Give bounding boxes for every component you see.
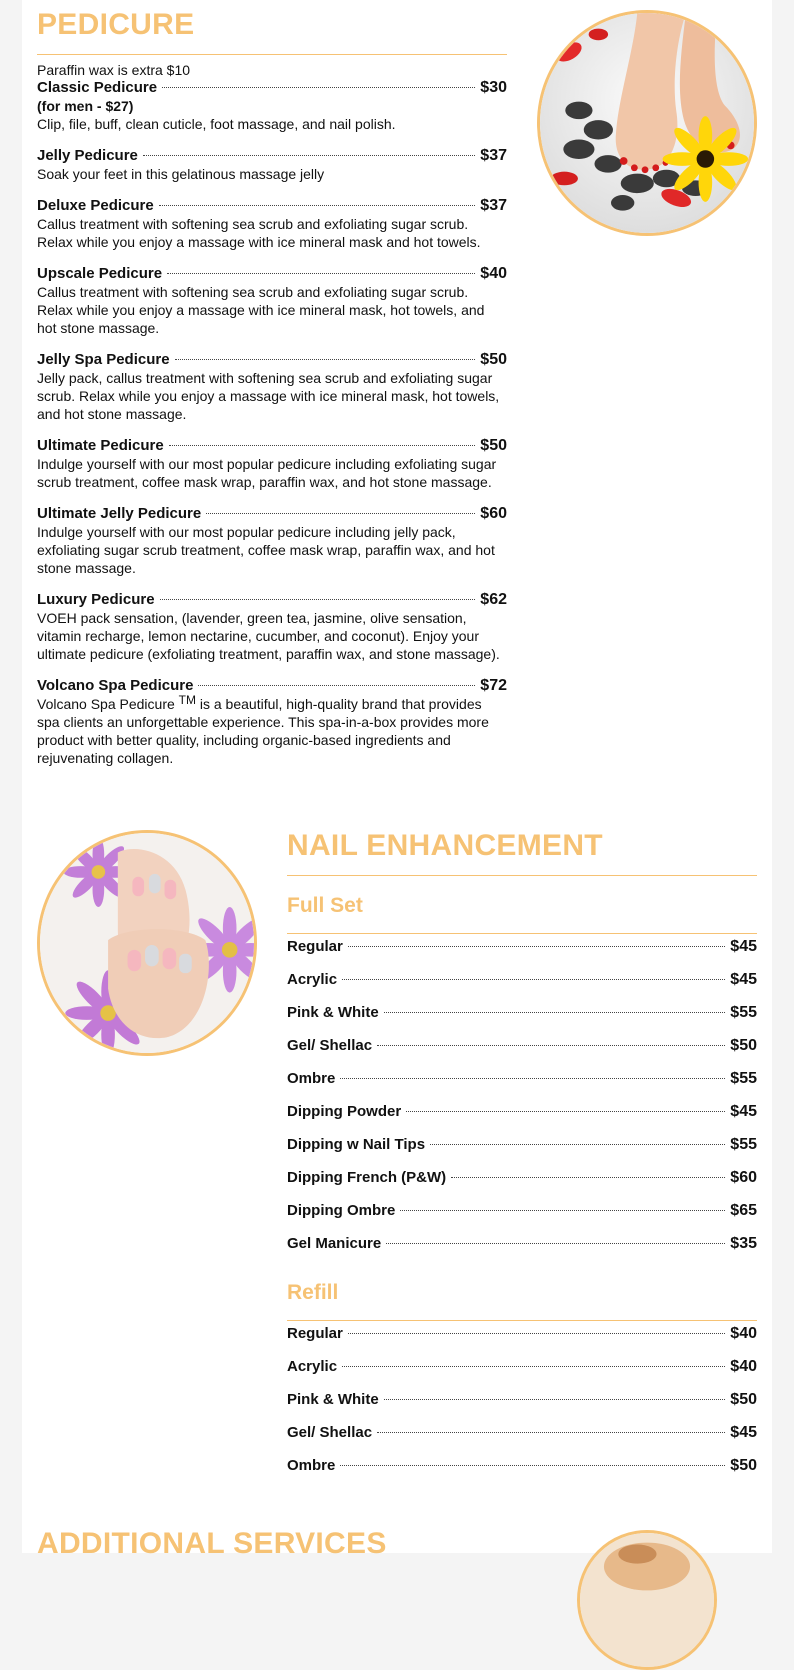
price-item xyxy=(287,1103,757,1136)
service-name: Volcano Spa Pedicure xyxy=(37,677,194,694)
dot-leader xyxy=(206,513,475,514)
dot-leader xyxy=(348,1333,725,1334)
service-item xyxy=(37,265,507,337)
pedicure-photo xyxy=(537,10,757,236)
service-name: Luxury Pedicure xyxy=(37,591,155,608)
full-set-divider xyxy=(287,933,757,934)
service-description: Clip, file, buff, clean cuticle, foot massage, and nail polish. xyxy=(37,116,396,132)
service-name: Classic Pedicure xyxy=(37,79,158,96)
item-name: Acrylic xyxy=(287,971,338,988)
item-price: $45 xyxy=(730,938,757,955)
service-item xyxy=(37,197,507,251)
service-price: $50 xyxy=(480,437,507,454)
item-name: Regular xyxy=(287,938,343,955)
service-price: $37 xyxy=(480,197,507,214)
item-name: Pink & White xyxy=(287,1004,379,1021)
nail-enhancement-title: NAIL ENHANCEMENT xyxy=(287,829,603,862)
price-item xyxy=(287,1325,757,1358)
service-item xyxy=(37,505,507,577)
price-item xyxy=(287,1037,757,1070)
menu-page xyxy=(22,0,772,1560)
item-name: Gel/ Shellac xyxy=(287,1037,373,1054)
pedicure-title: PEDICURE xyxy=(37,8,195,41)
price-item xyxy=(287,1235,757,1268)
service-description: Callus treatment with softening sea scrub and exfoliating sugar scrub. Relax while you enjoy a massage with ice mineral mask and hot towels. xyxy=(37,216,481,250)
item-name: Acrylic xyxy=(287,1358,338,1375)
price-item xyxy=(287,1457,757,1490)
dot-leader xyxy=(340,1078,725,1079)
full-set-price-list xyxy=(287,938,757,1268)
dot-leader xyxy=(384,1399,726,1400)
service-price: $37 xyxy=(480,147,507,164)
item-price: $40 xyxy=(730,1358,757,1375)
volcano-desc-start: Volcano Spa Pedicure xyxy=(37,696,179,712)
service-subnote: (for men - $27) xyxy=(37,98,134,114)
dot-leader xyxy=(169,445,476,446)
dot-leader xyxy=(377,1045,725,1046)
price-item xyxy=(287,1004,757,1037)
service-description xyxy=(37,695,507,767)
service-item xyxy=(37,591,507,663)
nail-enhancement-divider xyxy=(287,875,757,876)
item-name: Regular xyxy=(287,1325,343,1342)
price-item xyxy=(287,938,757,971)
price-item xyxy=(287,1391,757,1424)
service-price: $72 xyxy=(480,677,507,694)
service-name: Jelly Spa Pedicure xyxy=(37,351,170,368)
service-name: Deluxe Pedicure xyxy=(37,197,154,214)
dot-leader xyxy=(160,599,476,600)
service-name: Upscale Pedicure xyxy=(37,265,163,282)
item-price: $40 xyxy=(730,1325,757,1342)
price-item xyxy=(287,1424,757,1457)
dot-leader xyxy=(406,1111,725,1112)
dot-leader xyxy=(159,205,476,206)
service-name: Jelly Pedicure xyxy=(37,147,138,164)
item-name: Dipping French (P&W) xyxy=(287,1169,447,1186)
dot-leader xyxy=(348,946,725,947)
service-description: Jelly pack, callus treatment with softening sea scrub and exfoliating sugar scrub. Relax while you enjoy a massage with ice mineral mask, hot towels, and hot stone massage. xyxy=(37,370,500,422)
price-item xyxy=(287,1169,757,1202)
item-name: Dipping Powder xyxy=(287,1103,402,1120)
item-price: $35 xyxy=(730,1235,757,1252)
dot-leader xyxy=(143,155,475,156)
item-name: Gel/ Shellac xyxy=(287,1424,373,1441)
price-item xyxy=(287,1358,757,1391)
item-price: $45 xyxy=(730,971,757,988)
price-item xyxy=(287,1070,757,1103)
refill-title: Refill xyxy=(287,1281,339,1304)
trademark-mark: TM xyxy=(178,693,196,707)
service-description: VOEH pack sensation, (lavender, green tea, jasmine, olive sensation, vitamin recharge, lemon nectarine, cucumber, and coconut). Enjoy your ultimate pedicure (exfoliating treatment, paraffin wax, and stone massage). xyxy=(37,610,500,662)
service-price: $30 xyxy=(480,79,507,96)
refill-price-list xyxy=(287,1325,757,1490)
item-price: $55 xyxy=(730,1070,757,1087)
price-item xyxy=(287,1136,757,1169)
price-item xyxy=(287,971,757,1004)
service-price: $40 xyxy=(480,265,507,282)
item-price: $50 xyxy=(730,1457,757,1474)
service-price: $50 xyxy=(480,351,507,368)
service-name: Ultimate Pedicure xyxy=(37,437,164,454)
item-name: Dipping w Nail Tips xyxy=(287,1136,426,1153)
item-name: Dipping Ombre xyxy=(287,1202,396,1219)
additional-services-photo xyxy=(577,1530,717,1670)
service-description: Indulge yourself with our most popular pedicure including jelly pack, exfoliating sugar scrub treatment, coffee mask wrap, paraffin wax, and hot stone massage. xyxy=(37,524,495,576)
service-description: Callus treatment with softening sea scrub and exfoliating sugar scrub. Relax while you enjoy a massage with ice mineral mask, hot towels, and hot stone massage. xyxy=(37,284,485,336)
item-price: $50 xyxy=(730,1037,757,1054)
dot-leader xyxy=(342,1366,725,1367)
dot-leader xyxy=(340,1465,725,1466)
pedicure-service-list xyxy=(37,61,507,781)
item-price: $55 xyxy=(730,1136,757,1153)
item-name: Ombre xyxy=(287,1457,336,1474)
item-price: $45 xyxy=(730,1103,757,1120)
service-description: Indulge yourself with our most popular pedicure including exfoliating sugar scrub treatment, coffee mask wrap, paraffin wax, and hot stone massage. xyxy=(37,456,497,490)
nail-enhancement-photo xyxy=(37,830,257,1056)
service-item xyxy=(37,351,507,423)
dot-leader xyxy=(430,1144,725,1145)
item-price: $50 xyxy=(730,1391,757,1408)
dot-leader xyxy=(377,1432,725,1433)
service-name: Ultimate Jelly Pedicure xyxy=(37,505,202,522)
service-price: $60 xyxy=(480,505,507,522)
dot-leader xyxy=(175,359,476,360)
item-price: $45 xyxy=(730,1424,757,1441)
price-item xyxy=(287,1202,757,1235)
service-item xyxy=(37,677,507,767)
item-price: $55 xyxy=(730,1004,757,1021)
item-price: $60 xyxy=(730,1169,757,1186)
paraffin-note: Paraffin wax is extra $10 xyxy=(37,62,191,78)
dot-leader xyxy=(384,1012,726,1013)
dot-leader xyxy=(451,1177,725,1178)
item-name: Gel Manicure xyxy=(287,1235,382,1252)
pedicure-divider xyxy=(37,54,507,55)
item-name: Ombre xyxy=(287,1070,336,1087)
item-name: Pink & White xyxy=(287,1391,379,1408)
dot-leader xyxy=(400,1210,725,1211)
service-item xyxy=(37,147,507,183)
service-price: $62 xyxy=(480,591,507,608)
dot-leader xyxy=(342,979,725,980)
dot-leader xyxy=(167,273,475,274)
service-item xyxy=(37,79,507,133)
service-item xyxy=(37,437,507,491)
dot-leader xyxy=(386,1243,725,1244)
volcano-desc-end: is a beautiful, high-quality brand that provides spa clients an unforgettable experience. This spa-in-a-box provides more product with better quality, including organic-based ingredients and rejuvenating collagen. xyxy=(37,696,489,766)
full-set-title: Full Set xyxy=(287,894,363,917)
additional-services-title: ADDITIONAL SERVICES xyxy=(37,1527,387,1560)
service-description: Soak your feet in this gelatinous massage jelly xyxy=(37,166,325,182)
dot-leader xyxy=(162,87,475,88)
dot-leader xyxy=(198,685,475,686)
refill-divider xyxy=(287,1320,757,1321)
item-price: $65 xyxy=(730,1202,757,1219)
